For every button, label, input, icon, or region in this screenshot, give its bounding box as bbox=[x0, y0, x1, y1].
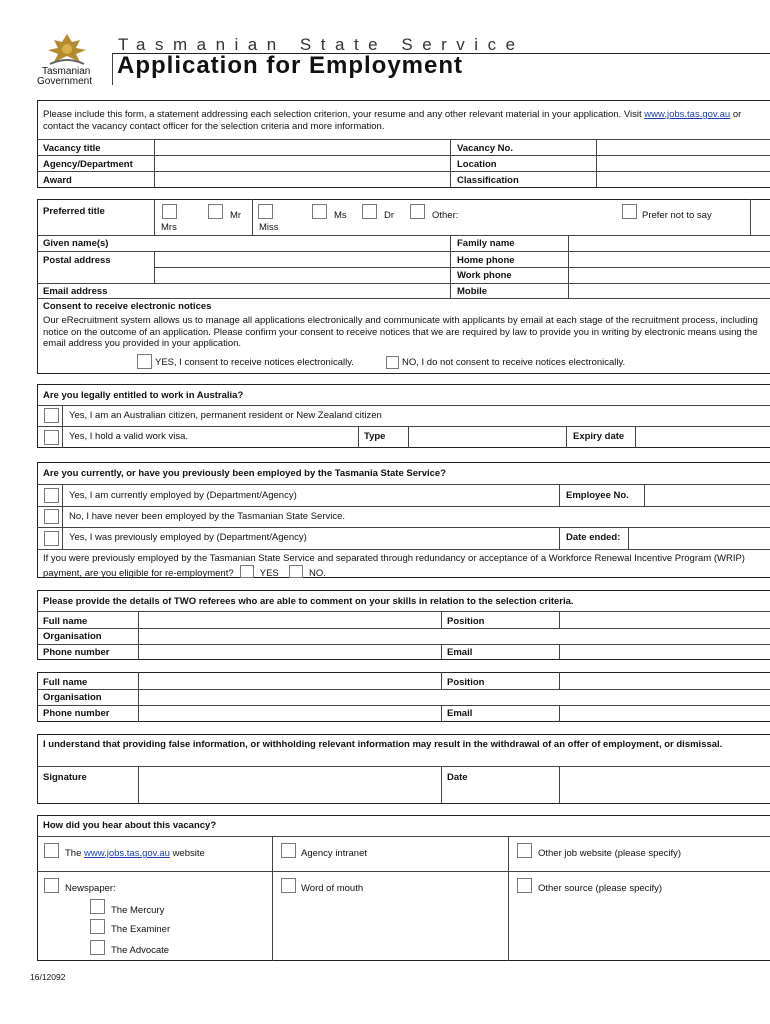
given-names-label: Given name(s) bbox=[43, 238, 109, 249]
award-field[interactable] bbox=[155, 172, 449, 187]
agency-intranet-label: Agency intranet bbox=[301, 848, 368, 859]
intro-text-after: or contact the vacancy contact officer for the selection criteria and more information. bbox=[43, 109, 742, 132]
referee1-organisation-field[interactable] bbox=[139, 629, 770, 644]
jobs-website-link[interactable]: www.jobs.tas.gov.au bbox=[644, 109, 731, 120]
dr-label: Dr bbox=[384, 210, 395, 221]
other-source-label: Other source (please specify) bbox=[538, 883, 663, 894]
dr-checkbox[interactable] bbox=[362, 204, 377, 219]
jobs-website-source-link[interactable]: www.jobs.tas.gov.au bbox=[84, 848, 170, 859]
word-of-mouth-label: Word of mouth bbox=[301, 883, 364, 894]
logo-text-top: Tasmanian bbox=[42, 66, 91, 77]
location-label: Location bbox=[457, 159, 497, 170]
classification-label: Classification bbox=[457, 175, 519, 186]
other-title-field[interactable] bbox=[462, 202, 612, 218]
expiry-date-label: Expiry date bbox=[573, 431, 625, 442]
mobile-field[interactable] bbox=[569, 284, 770, 298]
home-phone-label: Home phone bbox=[457, 255, 515, 266]
currently-employed-checkbox[interactable] bbox=[44, 488, 59, 503]
wrip-yes-checkbox[interactable] bbox=[240, 565, 254, 578]
mrs-label: Mrs bbox=[161, 222, 177, 233]
ms-label: Ms bbox=[334, 210, 347, 221]
never-employed-label: No, I have never been employed by the Tasmanian State Service. bbox=[69, 511, 346, 522]
postal-address-label: Postal address bbox=[43, 255, 111, 266]
agency-field[interactable] bbox=[155, 156, 449, 171]
referee1-full-name-field[interactable] bbox=[139, 612, 440, 628]
referee2-position-field[interactable] bbox=[560, 673, 770, 689]
vacancy-title-field[interactable] bbox=[155, 140, 449, 155]
form-title: Application for Employment bbox=[117, 52, 464, 79]
visa-checkbox[interactable] bbox=[44, 430, 59, 445]
family-name-field[interactable] bbox=[569, 236, 770, 251]
citizen-label: Yes, I am an Australian citizen, permanent resident or New Zealand citizen bbox=[69, 410, 382, 421]
visa-label: Yes, I hold a valid work visa. bbox=[69, 431, 188, 442]
signature-label: Signature bbox=[43, 772, 87, 783]
wrip-no-checkbox[interactable] bbox=[289, 565, 303, 578]
postal-address-field[interactable] bbox=[155, 252, 449, 283]
examiner-label: The Examiner bbox=[111, 924, 171, 935]
referee2-email-field[interactable] bbox=[560, 706, 770, 721]
miss-checkbox[interactable] bbox=[258, 204, 273, 219]
referee1-phone-field[interactable] bbox=[139, 645, 440, 660]
classification-field[interactable] bbox=[597, 172, 770, 187]
prefer-not-label: Prefer not to say bbox=[642, 210, 712, 221]
employment-question: Are you currently, or have you previously been employed by the Tasmania State Service? bbox=[43, 468, 447, 479]
agency-label: Agency/Department bbox=[43, 159, 133, 170]
entitlement-question: Are you legally entitled to work in Australia? bbox=[43, 390, 244, 401]
previous-department-field[interactable] bbox=[330, 528, 558, 548]
referee1-phone-label: Phone number bbox=[43, 647, 110, 658]
referee2-phone-label: Phone number bbox=[43, 708, 110, 719]
prefer-not-checkbox[interactable] bbox=[622, 204, 637, 219]
preferred-title-label: Preferred title bbox=[43, 206, 105, 217]
jobs-website-the: The bbox=[65, 848, 82, 859]
referee2-email-label: Email bbox=[447, 708, 473, 719]
jobs-website-checkbox[interactable] bbox=[44, 843, 59, 858]
consent-no-label: NO, I do not consent to receive notices electronically. bbox=[402, 357, 626, 368]
consent-heading: Consent to receive electronic notices bbox=[43, 301, 212, 312]
advocate-checkbox[interactable] bbox=[90, 940, 105, 955]
currently-employed-label: Yes, I am currently employed by (Department/Agency) bbox=[69, 490, 297, 501]
consent-text: Our eRecruitment system allows us to manage all applications electronically and communicate with applicants by email at each stage of the recruitment process, including notice on the outcome of an application. Please confirm your consent to receive notices that we are required by law to provide you in writing by electronic means using the email address you provided in your application. bbox=[43, 315, 758, 349]
employee-no-label: Employee No. bbox=[566, 490, 629, 501]
mercury-checkbox[interactable] bbox=[90, 899, 105, 914]
mr-label: Mr bbox=[230, 210, 242, 221]
jobs-website-option bbox=[65, 848, 205, 859]
expiry-date-field[interactable] bbox=[636, 427, 770, 447]
work-phone-field[interactable] bbox=[569, 268, 770, 283]
wrip-text bbox=[43, 553, 765, 579]
ms-checkbox[interactable] bbox=[312, 204, 327, 219]
never-employed-checkbox[interactable] bbox=[44, 509, 59, 524]
declaration-text: I understand that providing false information, or withholding relevant information may result in the withdrawal of an offer of employment, or dismissal. bbox=[43, 739, 723, 750]
logo bbox=[36, 32, 98, 86]
referee1-email-label: Email bbox=[447, 647, 473, 658]
consent-yes-checkbox[interactable] bbox=[137, 354, 152, 369]
vacancy-no-field[interactable] bbox=[597, 140, 770, 155]
other-checkbox[interactable] bbox=[410, 204, 425, 219]
referee2-full-name-field[interactable] bbox=[139, 673, 440, 689]
other-label: Other: bbox=[432, 210, 459, 221]
referees-heading: Please provide the details of TWO referees who are able to comment on your skills in relation to the selection criteria. bbox=[43, 596, 574, 607]
citizen-checkbox[interactable] bbox=[44, 408, 59, 423]
mercury-label: The Mercury bbox=[111, 905, 165, 916]
referee1-full-name-label: Full name bbox=[43, 616, 88, 627]
newspaper-checkbox[interactable] bbox=[44, 878, 59, 893]
work-phone-label: Work phone bbox=[457, 270, 512, 281]
employee-no-field[interactable] bbox=[645, 485, 770, 505]
service-title: Tasmanian State Service bbox=[118, 35, 525, 54]
consent-no-checkbox[interactable] bbox=[386, 356, 399, 369]
wrip-no-label: NO. bbox=[309, 567, 326, 579]
email-address-field[interactable] bbox=[120, 284, 449, 298]
newspaper-label: Newspaper: bbox=[65, 883, 116, 894]
referee2-organisation-label: Organisation bbox=[43, 692, 102, 703]
date-ended-field[interactable] bbox=[629, 528, 770, 548]
intro-text bbox=[43, 109, 763, 132]
mrs-checkbox[interactable] bbox=[162, 204, 177, 219]
other-job-website-label: Other job website (please specify) bbox=[538, 848, 682, 859]
consent-yes-label: YES, I consent to receive notices electronically. bbox=[155, 357, 354, 368]
referee2-position-label: Position bbox=[447, 677, 485, 688]
vacancy-title-label: Vacancy title bbox=[43, 143, 101, 154]
award-label: Award bbox=[43, 175, 72, 186]
visa-type-label: Type bbox=[364, 431, 386, 442]
header-rule-vertical bbox=[112, 53, 113, 85]
email-address-label: Email address bbox=[43, 286, 108, 297]
location-field[interactable] bbox=[597, 156, 770, 171]
other-job-website-checkbox[interactable] bbox=[517, 843, 532, 858]
given-names-field[interactable] bbox=[120, 236, 449, 251]
referee1-organisation-label: Organisation bbox=[43, 631, 102, 642]
previously-employed-label: Yes, I was previously employed by (Department/Agency) bbox=[69, 532, 307, 543]
date-label: Date bbox=[447, 772, 468, 783]
referee1-position-label: Position bbox=[447, 616, 485, 627]
signature-field[interactable] bbox=[139, 767, 440, 803]
home-phone-field[interactable] bbox=[569, 252, 770, 267]
form-code: 16/12092 bbox=[30, 972, 66, 982]
word-of-mouth-checkbox[interactable] bbox=[281, 878, 296, 893]
mobile-label: Mobile bbox=[457, 286, 488, 297]
advocate-label: The Advocate bbox=[111, 945, 170, 956]
agency-intranet-checkbox[interactable] bbox=[281, 843, 296, 858]
family-name-label: Family name bbox=[457, 238, 515, 249]
referee2-organisation-field[interactable] bbox=[139, 690, 770, 705]
referee1-position-field[interactable] bbox=[560, 612, 770, 628]
examiner-checkbox[interactable] bbox=[90, 919, 105, 934]
miss-label: Miss bbox=[259, 222, 279, 233]
date-ended-label: Date ended: bbox=[566, 532, 621, 543]
visa-type-field[interactable] bbox=[409, 427, 565, 447]
vacancy-no-label: Vacancy No. bbox=[457, 143, 513, 154]
wrip-question: If you were previously employed by the Tasmanian State Service and separated through redundancy or acceptance of a Workforce Renewal Incentive Program (WRIP) payment, are you eligible for re-employment? bbox=[43, 553, 745, 579]
referee2-full-name-label: Full name bbox=[43, 677, 88, 688]
logo-text-bottom: Government bbox=[37, 76, 93, 87]
date-field[interactable] bbox=[560, 767, 770, 803]
referee1-email-field[interactable] bbox=[560, 645, 770, 660]
crest-icon bbox=[36, 32, 98, 68]
other-source-checkbox[interactable] bbox=[517, 878, 532, 893]
current-department-field[interactable] bbox=[330, 485, 558, 505]
wrip-yes-label: YES bbox=[259, 567, 279, 579]
mr-checkbox[interactable] bbox=[208, 204, 223, 219]
previously-employed-checkbox[interactable] bbox=[44, 531, 59, 546]
source-question: How did you hear about this vacancy? bbox=[43, 820, 217, 831]
jobs-website-suffix: website bbox=[172, 848, 205, 859]
intro-text-body: Please include this form, a statement addressing each selection criterion, your resume and any other relevant material in your application. Visit bbox=[43, 109, 642, 120]
referee2-phone-field[interactable] bbox=[139, 706, 440, 721]
